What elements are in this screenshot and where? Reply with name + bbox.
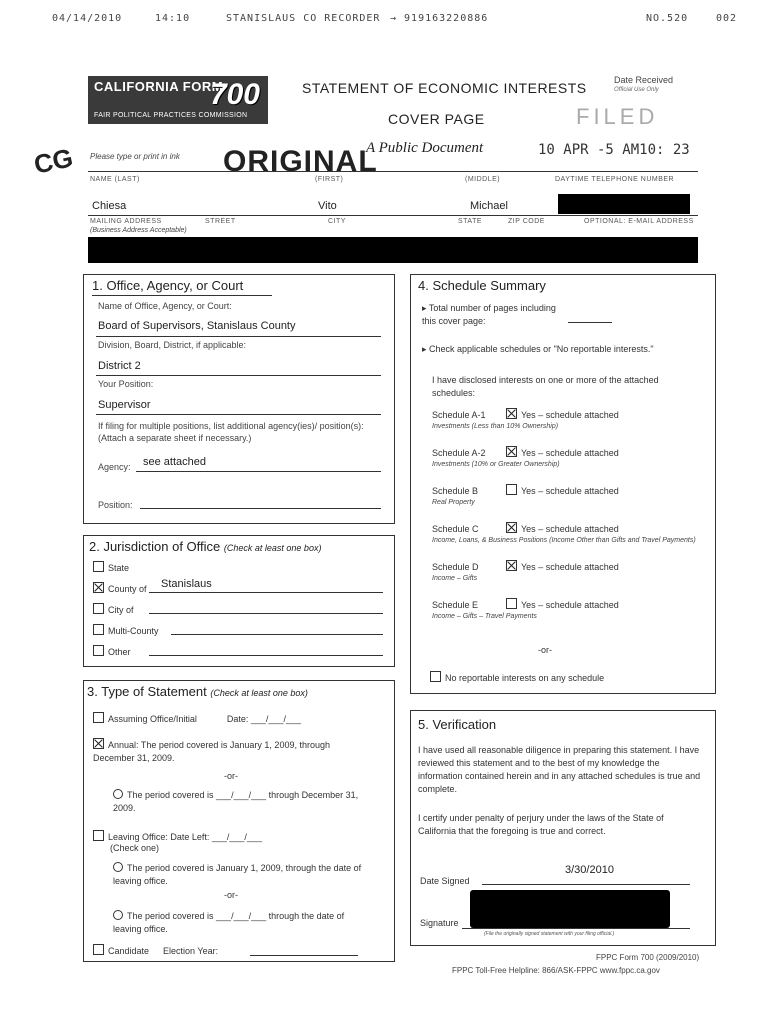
candidate-label: Candidate	[108, 946, 150, 956]
received-stamp: 10 APR -5 AM10: 23	[538, 142, 690, 158]
jurisdiction-list	[93, 561, 383, 666]
no-reportable-row[interactable]	[430, 671, 604, 683]
logo-line1: CALIFORNIA FORM	[94, 79, 224, 94]
schedule-sub: Income – Gifts	[432, 575, 478, 582]
schedule-text: Yes – schedule attached	[521, 448, 619, 458]
jurisdiction-checkbox[interactable]	[93, 603, 104, 614]
fax-date: 04/14/2010	[52, 13, 123, 24]
mailing-label: MAILING ADDRESS	[90, 218, 162, 225]
annual-row[interactable]	[93, 738, 368, 765]
schedule-sub: Investments (10% or Greater Ownership)	[432, 461, 560, 468]
schedule-text: Yes – schedule attached	[521, 600, 619, 610]
position-value: Supervisor	[98, 399, 151, 411]
fax-page: 002	[716, 13, 738, 24]
fax-time: 14:10	[155, 13, 191, 24]
form-title: STATEMENT OF ECONOMIC INTERESTS	[302, 80, 587, 96]
schedule-name: Schedule A-1	[432, 410, 486, 420]
assuming-date-label: Date:	[226, 714, 249, 724]
jurisdiction-checkbox[interactable]	[93, 645, 104, 656]
schedule-checkbox[interactable]	[506, 598, 517, 609]
public-document: A Public Document	[366, 140, 484, 156]
leaving-office-row[interactable]	[93, 830, 262, 842]
assuming-checkbox[interactable]	[93, 712, 104, 723]
position-label: Your Position:	[98, 379, 154, 389]
no-reportable-checkbox[interactable]	[430, 671, 441, 682]
street-label: STREET	[205, 218, 236, 225]
or-1: -or-	[224, 771, 238, 781]
schedule-row[interactable]	[432, 408, 707, 446]
schedule-text: Yes – schedule attached	[521, 562, 619, 572]
signature-note: (File the originally signed statement with your filing official.)	[484, 931, 615, 937]
pages-label-text: Total number of pages including this cover page:	[422, 303, 556, 326]
candidate-row[interactable]	[93, 944, 218, 956]
leaving2-row[interactable]	[113, 910, 373, 936]
leaving-label: Leaving Office: Date Left: ___/___/___	[108, 832, 262, 842]
last-name-label: NAME (LAST)	[90, 176, 140, 183]
jurisdiction-option[interactable]	[93, 603, 383, 624]
last-name-value: Chiesa	[92, 200, 127, 212]
schedule-checkbox[interactable]	[506, 484, 517, 495]
state-label: STATE	[458, 218, 483, 225]
first-name-value: Vito	[318, 200, 337, 212]
leaving2-radio[interactable]	[113, 910, 123, 920]
date-signed-value: 3/30/2010	[565, 864, 614, 876]
jurisdiction-label: State	[108, 563, 130, 573]
jurisdiction-label: County of	[108, 584, 147, 594]
signature-label: Signature	[420, 918, 459, 928]
or-2: -or-	[224, 890, 238, 900]
leaving1-radio[interactable]	[113, 862, 123, 872]
schedule-name: Schedule D	[432, 562, 479, 572]
office-name-label: Name of Office, Agency, or Court:	[98, 301, 232, 311]
schedule-checkbox[interactable]	[506, 522, 517, 533]
original-stamp: ORIGINAL	[223, 145, 378, 178]
date-received-label: Date Received	[614, 75, 674, 85]
jurisdiction-option[interactable]	[93, 624, 383, 645]
fax-sender: STANISLAUS CO RECORDER	[226, 13, 381, 24]
jurisdiction-checkbox[interactable]	[93, 582, 104, 593]
schedule-checkbox[interactable]	[506, 560, 517, 571]
agency-label: Agency:	[98, 462, 131, 472]
official-use-label: Official Use Only	[614, 87, 659, 93]
no-reportable-label: No reportable interests on any schedule	[445, 673, 605, 683]
helpline: FPPC Toll-Free Helpline: 866/ASK-FPPC www.fppc.ca.gov	[452, 966, 660, 975]
annual-label: Annual: The period covered is January 1, 2009, through December 31, 2009.	[93, 740, 330, 763]
division-value: District 2	[98, 360, 141, 372]
schedule-name: Schedule B	[432, 486, 479, 496]
city-label: CITY	[328, 218, 346, 225]
jurisdiction-option[interactable]	[93, 578, 383, 603]
schedule-row[interactable]	[432, 560, 707, 598]
perjury-text: I certify under penalty of perjury under the laws of the State of California that the foregoing is true and correct.	[418, 813, 664, 836]
phone-label: DAYTIME TELEPHONE NUMBER	[555, 176, 675, 183]
schedule-sub: Income, Loans, & Business Positions (Income Other than Gifts and Travel Payments)	[432, 537, 696, 544]
section1-title: 1. Office, Agency, or Court	[92, 278, 244, 293]
assuming-label: Assuming Office/Initial	[108, 714, 197, 724]
period-radio[interactable]	[113, 789, 123, 799]
section3-hint: (Check at least one box)	[210, 688, 308, 698]
jurisdiction-label: Other	[108, 647, 131, 657]
jurisdiction-label: Multi-County	[108, 626, 159, 636]
schedule-list	[432, 408, 707, 636]
schedule-row[interactable]	[432, 446, 707, 484]
middle-name-label: (MIDDLE)	[465, 176, 501, 183]
jurisdiction-label: City of	[108, 605, 134, 615]
section2-hint: (Check at least one box)	[223, 543, 322, 553]
check-schedules-label: ▸ Check applicable schedules or "No reportable interests."	[422, 344, 654, 354]
leaving1-row[interactable]	[113, 862, 373, 888]
schedule-text: Yes – schedule attached	[521, 486, 619, 496]
office-name-value: Board of Supervisors, Stanislaus County	[98, 320, 296, 332]
leaving2-label: The period covered is ___/___/___ through the date of leaving office.	[113, 911, 345, 934]
election-year-label: Election Year:	[163, 946, 219, 956]
multi-position-note: If filing for multiple positions, list additional agency(ies)/ position(s): (Attach a separate sheet if necessary.)	[98, 421, 364, 443]
instruction: Please type or print in ink	[90, 152, 180, 161]
section3-title: 3. Type of Statement	[87, 684, 207, 699]
annual-checkbox[interactable]	[93, 738, 104, 749]
redacted-signature	[470, 890, 670, 928]
initials-stamp: CG	[31, 142, 76, 180]
redacted-address	[88, 237, 698, 263]
logo-line2: FAIR POLITICAL PRACTICES COMMISSION	[94, 112, 248, 119]
schedule-name: Schedule E	[432, 600, 479, 610]
schedule-sub: Real Property	[432, 499, 475, 506]
disclosed-label: I have disclosed interests on one or more of the attached schedules:	[432, 375, 659, 398]
form-version: FPPC Form 700 (2009/2010)	[596, 953, 700, 962]
address-note: (Business Address Acceptable)	[90, 227, 187, 234]
middle-name-value: Michael	[470, 200, 508, 212]
section2-header	[89, 539, 321, 554]
schedule-checkbox[interactable]	[506, 408, 517, 419]
jurisdiction-value: Stanislaus	[161, 578, 212, 590]
position2-label: Position:	[98, 500, 133, 510]
schedule-row[interactable]	[432, 598, 707, 636]
candidate-checkbox[interactable]	[93, 944, 104, 955]
schedule-sub: Investments (Less than 10% Ownership)	[432, 423, 559, 430]
schedule-text: Yes – schedule attached	[521, 410, 619, 420]
fax-phone: → 919163220886	[390, 13, 489, 24]
form-subtitle: COVER PAGE	[388, 111, 485, 127]
first-name-label: (FIRST)	[315, 176, 344, 183]
form-700-logo	[88, 76, 268, 124]
division-label: Division, Board, District, if applicable:	[98, 340, 247, 350]
leaving1-label: The period covered is January 1, 2009, through the date of leaving office.	[113, 863, 362, 886]
schedule-text: Yes – schedule attached	[521, 524, 619, 534]
redacted-phone	[558, 194, 690, 214]
section5-title: 5. Verification	[418, 717, 497, 732]
logo-number: 700	[209, 78, 260, 111]
section3-header	[87, 684, 308, 699]
agency-value: see attached	[143, 456, 206, 468]
schedule-row[interactable]	[432, 484, 707, 522]
email-label: OPTIONAL: E-MAIL ADDRESS	[584, 218, 694, 225]
sec4-or: -or-	[538, 645, 552, 655]
assuming-office-row[interactable]: Assuming Office/Initial Date: ___/___/___	[93, 712, 301, 724]
fax-number: NO.520	[646, 13, 689, 24]
leaving-checkbox[interactable]	[93, 830, 104, 841]
section4-title: 4. Schedule Summary	[418, 278, 546, 293]
schedule-name: Schedule A-2	[432, 448, 486, 458]
schedule-checkbox[interactable]	[506, 446, 517, 457]
jurisdiction-option[interactable]	[93, 645, 383, 666]
schedule-name: Schedule C	[432, 524, 479, 534]
jurisdiction-option[interactable]	[93, 561, 383, 582]
period-label: The period covered is ___/___/___ through December 31, 2009.	[113, 790, 359, 813]
check-schedules-text: Check applicable schedules or "No reportable interests."	[429, 344, 654, 354]
check-one: (Check one)	[110, 843, 160, 853]
jurisdiction-checkbox[interactable]	[93, 624, 104, 635]
schedule-sub: Income – Gifts – Travel Payments	[432, 613, 537, 620]
section2-title: 2. Jurisdiction of Office	[89, 539, 221, 554]
period-row[interactable]	[113, 789, 368, 815]
verification-text: I have used all reasonable diligence in preparing this statement. I have reviewed this statement and to the best of my knowledge the information contained herein and in any attached schedules is true and complete.	[418, 745, 701, 794]
filed-stamp: FILED	[576, 104, 659, 129]
zip-label: ZIP CODE	[508, 218, 545, 225]
schedule-row[interactable]	[432, 522, 707, 560]
pages-label: ▸ Total number of pages including this cover page:	[422, 303, 556, 326]
jurisdiction-checkbox[interactable]	[93, 561, 104, 572]
date-signed-label: Date Signed	[420, 876, 470, 886]
